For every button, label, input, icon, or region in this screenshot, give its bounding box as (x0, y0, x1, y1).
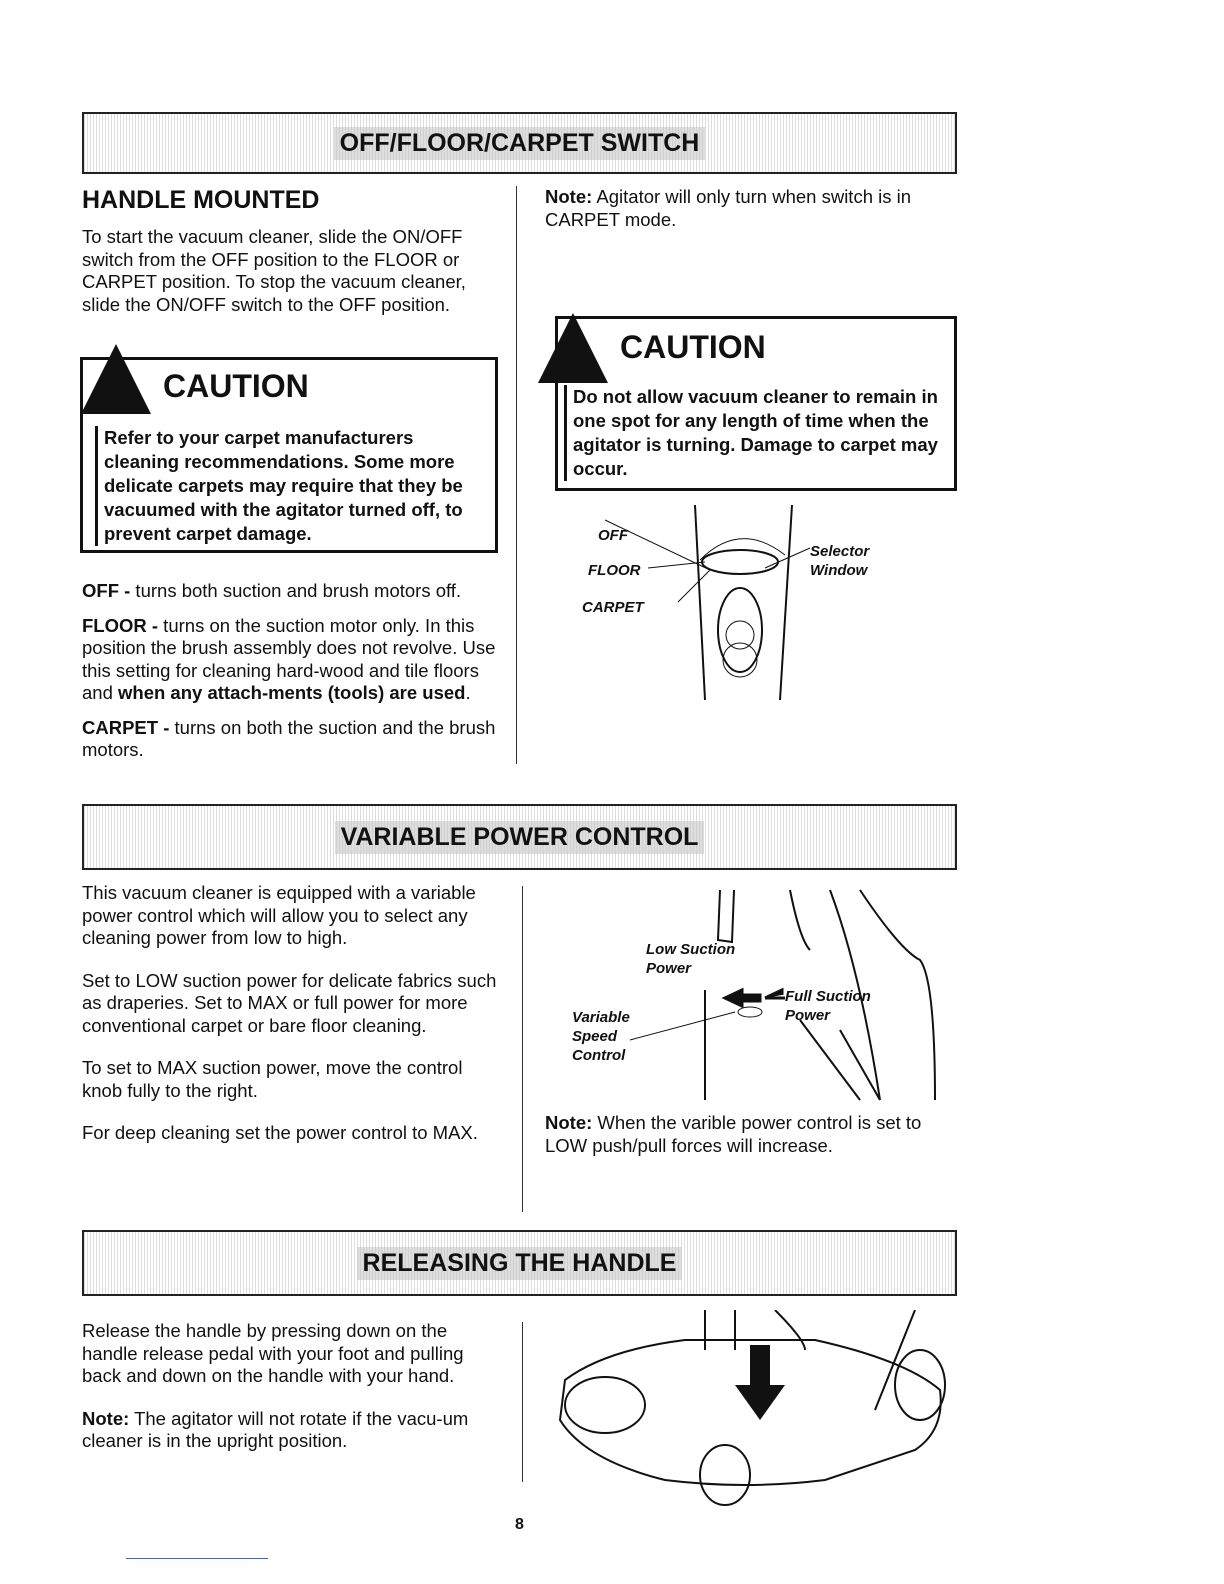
desc-bold: when any attach-ments (tools) are used (118, 682, 466, 703)
label-off: OFF (598, 527, 628, 544)
warning-icon (538, 313, 608, 383)
text: Low Suction (646, 941, 736, 958)
label-low-suction (646, 940, 735, 978)
text: Power (785, 1007, 831, 1024)
label-variable-speed (572, 1008, 630, 1065)
paragraph: To set to MAX suction power, move the control knob fully to the right. (82, 1057, 463, 1101)
note (545, 186, 955, 231)
desc: turns on both the suction and the brush motors. (82, 716, 496, 760)
desc: turns on the suction motor only. In this position the brush assembly does not revolve. Use this setting for cleaning hard-wood and tile floors and (82, 614, 496, 703)
section-title: VARIABLE POWER CONTROL (335, 821, 705, 854)
label-selector-window (810, 542, 869, 580)
text: Speed (572, 1028, 618, 1045)
mode-descriptions: OFF - turns both suction and brush motors off. FLOOR - turns on the suction motor only. In this position the brush assembly does not revolve. Use this setting for cleaning hard-wood and tile floors and when any attach-ments (tools) are used. CARPET - turns on both the suction and the brush motors. (82, 580, 496, 760)
section-title: OFF/FLOOR/CARPET SWITCH (334, 127, 706, 160)
note-text: When the varible power control is set to LOW push/pull forces will increase. (545, 1112, 922, 1156)
power-control-diagram (560, 880, 950, 1105)
text: Full Suction (785, 988, 871, 1005)
note-text: Agitator will only turn when switch is in CARPET mode. (545, 186, 912, 230)
text: Control (572, 1047, 626, 1064)
desc: turns both suction and brush motors off. (130, 580, 462, 601)
subtitle: HANDLE MOUNTED (82, 186, 320, 214)
note-label: Note: (545, 1112, 593, 1133)
paragraph: Set to LOW suction power for delicate fabrics such as draperies. Set to MAX or full power for more conventional carpet or bare floor cleaning. (82, 969, 497, 1036)
caution-box-2 (555, 316, 957, 491)
caution-title: CAUTION (163, 368, 309, 404)
column-divider (522, 886, 523, 1212)
section-header-power (82, 804, 957, 870)
note-text: The agitator will not rotate if the vacu-um cleaner is in the upright position. (82, 1407, 469, 1451)
window: Window (810, 562, 868, 579)
note-label: Note: (545, 186, 593, 207)
power-text (82, 882, 502, 1157)
footer-rule (126, 1558, 268, 1559)
page-number: 8 (515, 1516, 524, 1533)
label-full-suction (785, 987, 871, 1025)
caution-box-1 (80, 357, 498, 553)
term: CARPET - (82, 716, 170, 738)
section-header-switch (82, 112, 957, 174)
caution-title: CAUTION (620, 329, 766, 365)
handle-text (82, 1320, 502, 1465)
section-header-handle (82, 1230, 957, 1296)
handle-release-illustration (545, 1310, 955, 1540)
paragraph: This vacuum cleaner is equipped with a variable power control which will allow you to select any cleaning power from low to high. (82, 882, 476, 948)
paragraph: For deep cleaning set the power control to MAX. (82, 1122, 478, 1143)
text: Power (646, 960, 692, 977)
label-floor: FLOOR (588, 562, 641, 579)
text: Variable (572, 1009, 630, 1026)
label-carpet: CARPET (582, 599, 644, 616)
term: FLOOR - (82, 614, 159, 636)
selector: Selector (810, 543, 870, 560)
power-note (545, 1112, 955, 1157)
note-label: Note: (82, 1407, 130, 1429)
caution-body: Refer to your carpet manufacturers cleaning recommendations. Some more delicate carpets may require that they be vacuumed with the agitator turned off, to prevent carpet damage. (95, 426, 484, 546)
caution-body: Do not allow vacuum cleaner to remain in one spot for any length of time when the agitator is turning. Damage to carpet may occur. (564, 385, 953, 481)
term: OFF - (82, 580, 131, 601)
paragraph: Release the handle by pressing down on the handle release pedal with your foot and pulling back and down on the handle with your hand. (82, 1320, 464, 1386)
warning-icon (81, 344, 151, 414)
column-divider (522, 1322, 523, 1482)
intro-text: To start the vacuum cleaner, slide the ON/OFF switch from the OFF position to the FLOOR or CARPET position. To stop the vacuum cleaner, slide the ON/OFF switch to the OFF position. (82, 226, 466, 315)
section-title: RELEASING THE HANDLE (357, 1247, 683, 1280)
column-divider (516, 186, 517, 764)
